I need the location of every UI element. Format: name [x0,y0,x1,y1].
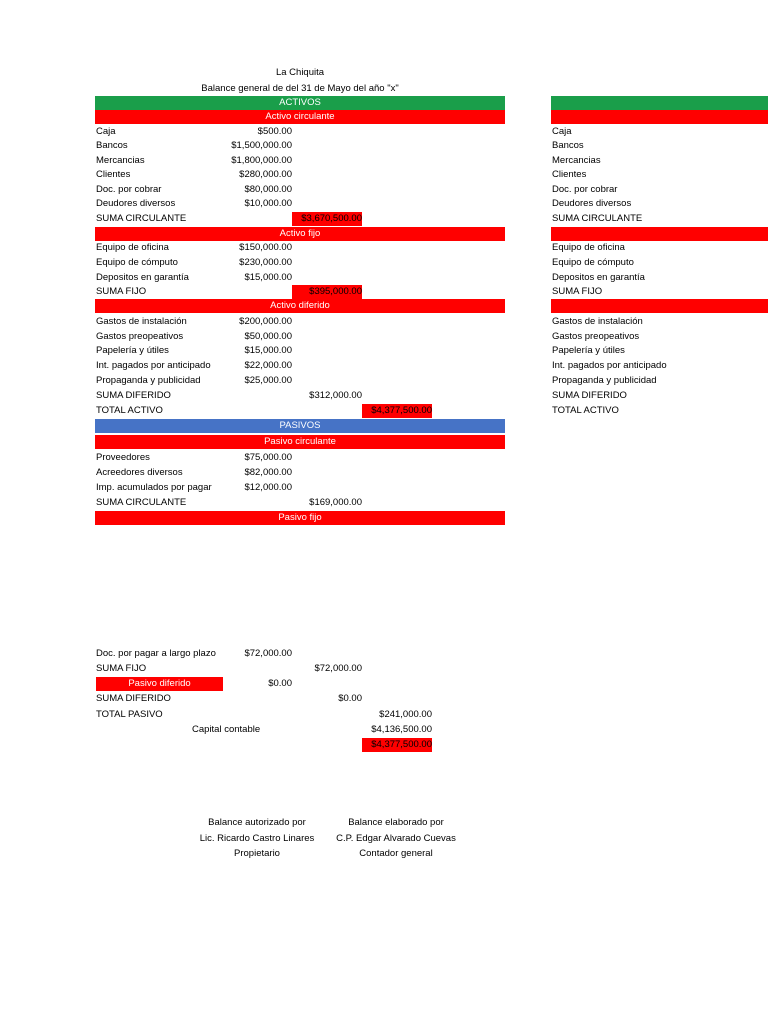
right-row-label: Clientes [552,169,587,180]
sum-value: $169,000.00 [309,497,362,508]
activo-circulante-header: Activo circulante [95,110,505,124]
signature-role: Contador general [359,848,433,859]
row-value: $22,000.00 [244,360,292,371]
row-label: Depositos en garantía [96,272,189,283]
grand-total-value: $4,377,500.00 [371,739,432,750]
row-value: $1,500,000.00 [231,140,292,151]
right-row-label: Gastos preopeativos [552,331,640,342]
row-value: $200,000.00 [239,316,292,327]
signature-authorized [187,815,327,862]
row-value: $25,000.00 [244,375,292,386]
right-row-label: Gastos de instalación [552,316,643,327]
right-row-label: SUMA DIFERIDO [552,390,627,401]
activos-header: ACTIVOS [95,96,505,110]
sum-label: SUMA FIJO [96,286,147,297]
right-row-label: Equipo de cómputo [552,257,634,268]
row-label: Clientes [96,169,131,180]
row-value: $500.00 [257,126,292,137]
capital-contable-label: Capital contable [192,724,261,735]
right-row-label: Bancos [552,140,584,151]
row-label: Deudores diversos [96,198,176,209]
right-row-label: Doc. por cobrar [552,184,618,195]
row-label: Mercancias [96,155,145,166]
total-pasivo-value: $241,000.00 [379,709,432,720]
row-value: $230,000.00 [239,257,292,268]
pasivo-diferido-value: $0.00 [268,678,292,689]
signature-line1: Balance autorizado por [208,817,306,828]
row-value: $10,000.00 [244,198,292,209]
right-row-label: Caja [552,126,572,137]
row-label: Equipo de cómputo [96,257,178,268]
right-row-label: Depositos en garantía [552,272,645,283]
signature-name: Lic. Ricardo Castro Linares [199,832,315,844]
sum-value: $3,670,500.00 [301,213,362,224]
sum-value: $0.00 [338,693,362,704]
row-label: Gastos de instalación [96,316,187,327]
row-label: Propaganda y publicidad [96,375,201,386]
right-row-label: Papelería y útiles [552,345,625,356]
signature-role: Propietario [234,848,280,859]
right-red-band [551,299,768,313]
row-value: $1,800,000.00 [231,155,292,166]
total-activo-label: TOTAL ACTIVO [96,405,163,416]
sum-value: $395,000.00 [309,286,362,297]
activo-fijo-header: Activo fijo [95,227,505,241]
pasivo-diferido-header: Pasivo diferido [96,677,223,691]
row-label: Doc. por pagar a largo plazo [96,648,216,659]
sum-label: SUMA FIJO [96,663,147,674]
signature-name: C.P. Edgar Alvarado Cuevas [336,832,456,844]
right-red-band [551,110,768,124]
pasivo-fijo-header: Pasivo fijo [95,511,505,525]
sum-label: SUMA CIRCULANTE [96,213,187,224]
right-row-label: Mercancias [552,155,601,166]
sum-label: SUMA CIRCULANTE [96,497,187,508]
company-name: La Chiquita [275,67,325,78]
right-row-label: Equipo de oficina [552,242,625,253]
row-value: $50,000.00 [244,331,292,342]
row-value: $15,000.00 [244,272,292,283]
row-label: Papelería y útiles [96,345,169,356]
right-row-label: Int. pagados por anticipado [552,360,667,371]
row-label: Gastos preopeativos [96,331,184,342]
right-green-band [551,96,768,110]
signature-line1: Balance elaborado por [348,817,444,828]
sum-value: $312,000.00 [309,390,362,401]
right-row-label: Deudores diversos [552,198,632,209]
row-label: Imp. acumulados por pagar [96,482,212,493]
right-red-band [551,227,768,241]
pasivos-header: PASIVOS [95,419,505,433]
right-row-label: SUMA CIRCULANTE [552,213,643,224]
row-value: $82,000.00 [244,467,292,478]
right-row-label: Propaganda y publicidad [552,375,657,386]
capital-contable-value: $4,136,500.00 [371,724,432,735]
row-value: $12,000.00 [244,482,292,493]
row-label: Equipo de oficina [96,242,169,253]
activo-diferido-header: Activo diferido [95,299,505,313]
row-label: Int. pagados por anticipado [96,360,211,371]
right-row-label: SUMA FIJO [552,286,603,297]
row-label: Doc. por cobrar [96,184,162,195]
right-row-label: TOTAL ACTIVO [552,405,619,416]
pasivo-circulante-header: Pasivo circulante [95,435,505,449]
report-subtitle: Balance general de del 31 de Mayo del año "x" [201,83,399,94]
total-pasivo-label: TOTAL PASIVO [96,709,163,720]
row-value: $80,000.00 [244,184,292,195]
row-label: Bancos [96,140,128,151]
row-value: $150,000.00 [239,242,292,253]
total-activo-value: $4,377,500.00 [371,405,432,416]
row-value: $280,000.00 [239,169,292,180]
sum-value: $72,000.00 [314,663,362,674]
row-value: $15,000.00 [244,345,292,356]
sum-label: SUMA DIFERIDO [96,390,171,401]
row-label: Proveedores [96,452,150,463]
row-value: $72,000.00 [244,648,292,659]
row-label: Acreedores diversos [96,467,183,478]
sum-label: SUMA DIFERIDO [96,693,171,704]
signature-prepared [326,815,466,862]
row-label: Caja [96,126,116,137]
row-value: $75,000.00 [244,452,292,463]
